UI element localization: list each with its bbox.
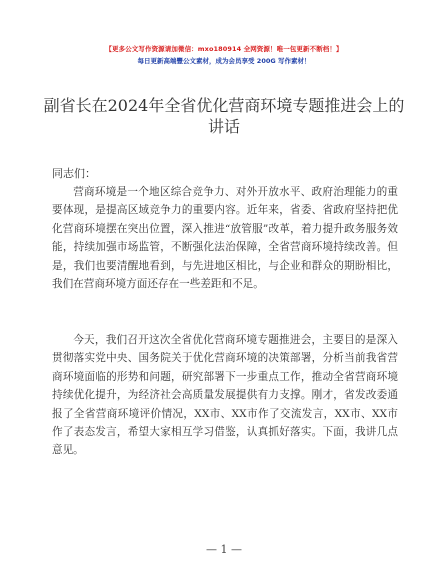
body-paragraph-2: 今天，我们召开这次全省优化营商环境专题推进会，主要目的是深入贯彻落实党中央、国务院关于优化营商环境的决策部署，分析当前我省营商环境面临的形势和问题，研究部署下一步重点工作，推动全省营商环境持续优化提升，为经济社会高质量发展提供有力支撑。刚才，省发改委通报了全省营商环境评价情况，XX市、XX市作了交流发言，XX市、XX市作了表态发言，希望大家相互学习借鉴，认真抓好落实。下面，我讲几点意见。 <box>52 334 398 457</box>
salutation: 同志们： <box>52 167 96 180</box>
promo-banner-line-2: 每日更新高端豐公文素材，成为会员享受 200G 写作素材！ <box>137 57 311 65</box>
body-paragraph-1: 营商环境是一个地区综合竞争力、对外开放水平、政府治理能力的重要体现，是提高区域竞争力的重要内容。近年来，省委、省政府坚持把优化营商环境摆在突出位置，深入推进“放管服”改革，着力提升政务服务效能，持续加强市场监管，不断强化法治保障，全省营商环境持续改善。但是，我们也要清醒地看到，与先进地区相比，与企业和群众的期盼相比，我们在营商环境方面还存在一些差距和不足。 <box>52 186 398 291</box>
document-title: 副省长在2024年全省优化营商环境专题推进会上的讲话 <box>43 96 405 136</box>
page-number: — 1 — <box>206 543 242 556</box>
promo-banner-line-1: 【更多公文写作资源请加微信：mxo180914 全网资源！唯一包更新不断档！】 <box>105 45 343 53</box>
